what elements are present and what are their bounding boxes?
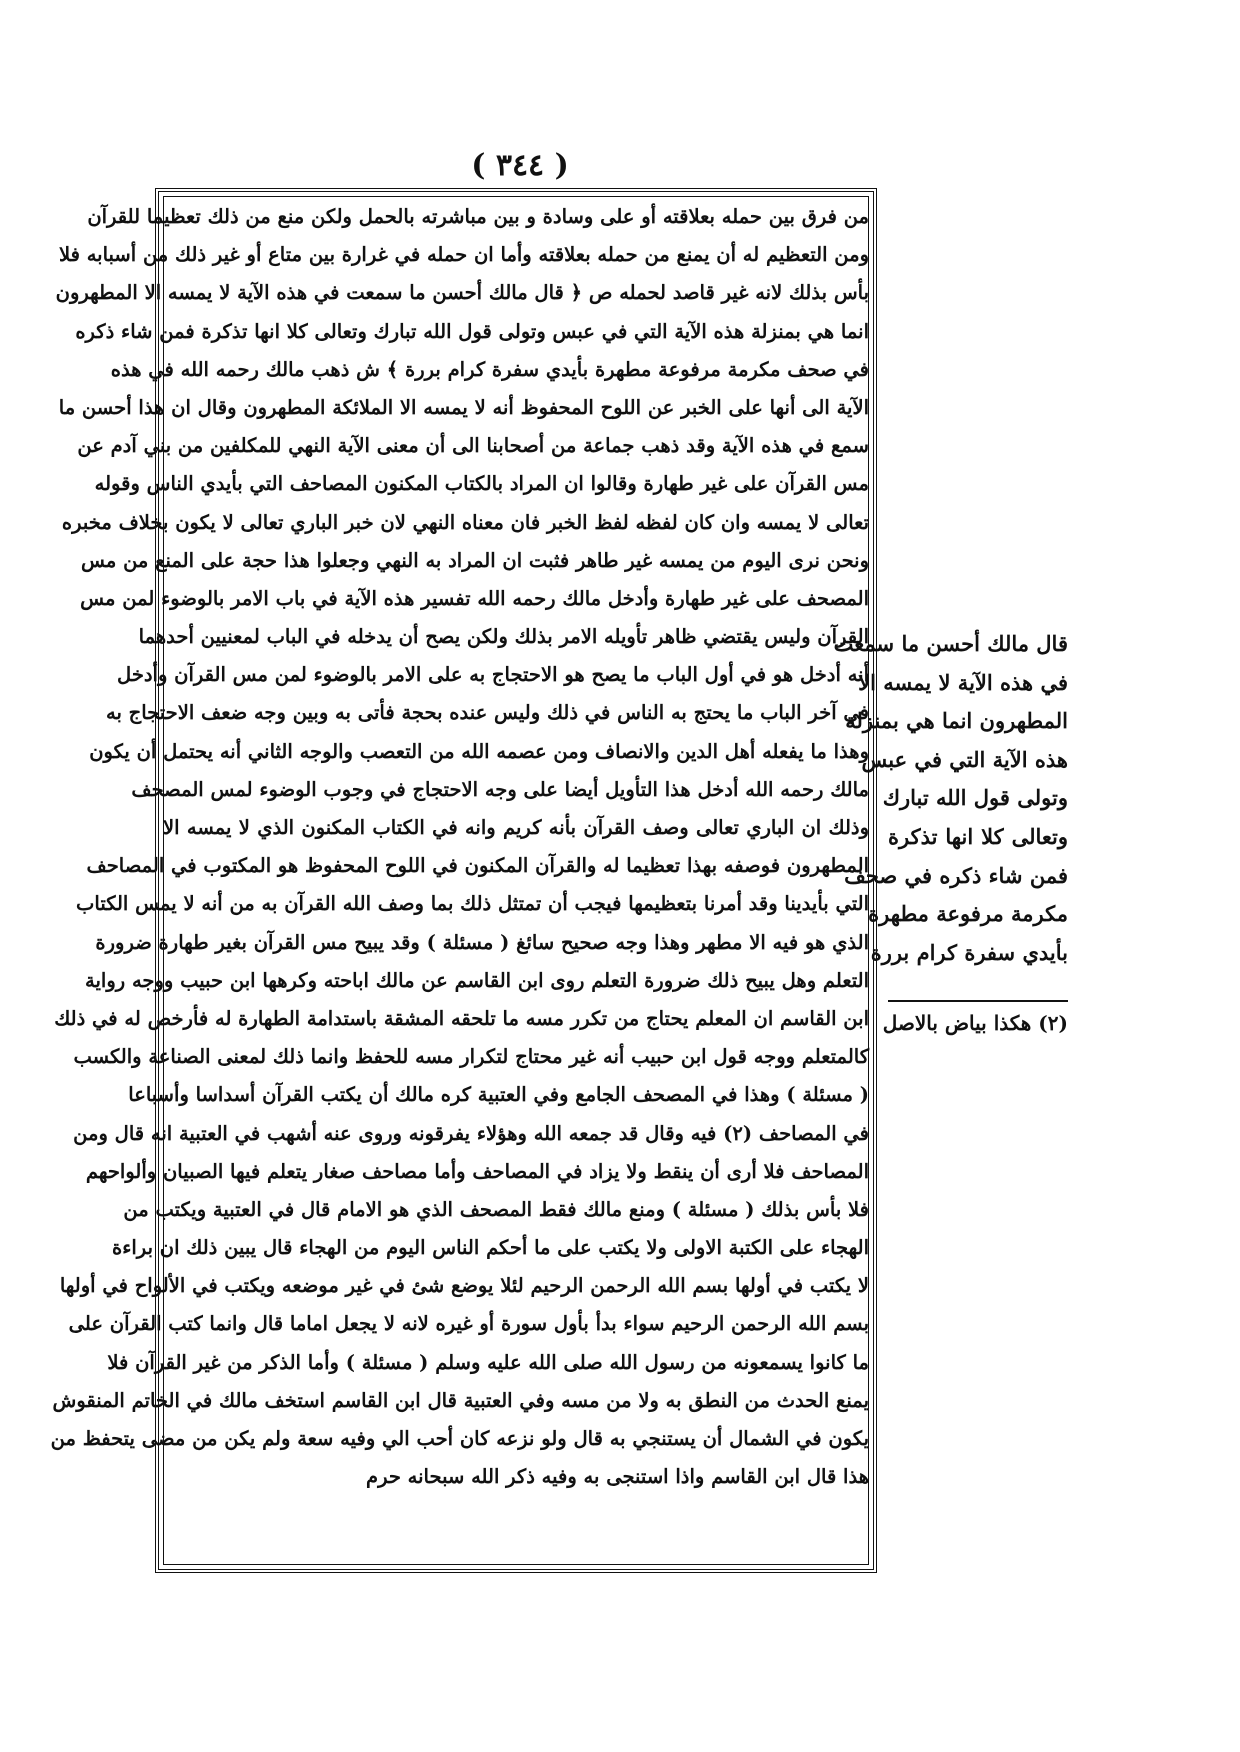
margin-note-line: وتولى قول الله تبارك bbox=[882, 785, 1068, 811]
text-line: بسم الله الرحمن الرحيم سواء بدأ بأول سورة أو غيره لانه لا يجعل اماما قال وانما كتب القرآن على bbox=[68, 1312, 869, 1336]
text-line: في المصاحف (٢) فيه وقال قد جمعه الله وهؤلاء يفرقونه وروى عنه أشهب في العتبية انه قال ومن bbox=[73, 1121, 869, 1145]
text-line: القرآن وليس يقتضي ظاهر تأويله الامر بذلك ولكن يصح أن يدخله في الباب لمعنيين أحدهما bbox=[138, 625, 869, 649]
main-text-block bbox=[50, 198, 869, 1496]
text-line: ما كانوا يسمعونه من رسول الله صلى الله عليه وسلم ( مسئلة ) وأما الذكر من غير القرآن فلا bbox=[107, 1350, 869, 1374]
text-line: سمع في هذه الآية وقد ذهب جماعة من أصحابنا الى أن معنى الآية النهي للمكلفين من بني آدم عن bbox=[77, 434, 869, 458]
margin-note-line: هذه الآية التي في عبس bbox=[861, 746, 1068, 772]
margin-note-line: فمن شاء ذكره في صحف bbox=[844, 862, 1068, 888]
margin-note-line: بأيدي سفرة كرام بررة bbox=[870, 939, 1068, 965]
text-line: في صحف مكرمة مرفوعة مطهرة بأيدي سفرة كرام بررة ﴾ ش ذهب مالك رحمه الله في هذه bbox=[110, 357, 869, 381]
text-line: ( مسئلة ) وهذا في المصحف الجامع وفي العتبية كره مالك أن يكتب القرآن أسداسا وأسباعا bbox=[128, 1083, 869, 1107]
text-line: الذي هو فيه الا مطهر وهذا وجه صحيح سائغ ( مسئلة ) وقد يبيح مس القرآن بغير طهارة ضرورة bbox=[95, 930, 869, 954]
text-line: ونحن نرى اليوم من يمسه غير طاهر فثبت ان المراد به النهي وجعلوا هذا حجة على المنع من مس bbox=[80, 548, 869, 572]
margin-note-line: في هذه الآية لا يمسه الا bbox=[858, 669, 1068, 695]
text-line: هذا قال ابن القاسم واذا استنجى به وفيه ذكر الله سبحانه حرم bbox=[366, 1465, 869, 1489]
text-line: مس القرآن على غير طهارة وقالوا ان المراد بالكتاب المكنون المصاحف التي بأيدي الناس وقوله bbox=[94, 472, 869, 496]
text-line: أنه أدخل هو في أول الباب ما يصح هو الاحتجاج به على الامر بالوضوء لمن مس القرآن وأدخل bbox=[117, 663, 869, 687]
text-line: مالك رحمه الله أدخل هذا التأويل أيضا على وجه الاحتجاج في وجوب الوضوء لمس المصحف bbox=[131, 777, 869, 801]
text-line: بأس بذلك لانه غير قاصد لحمله ص ﴿ قال مالك أحسن ما سمعت في هذه الآية لا يمسه الا المطهرون bbox=[55, 281, 869, 305]
text-line: الآية الى أنها على الخبر عن اللوح المحفوظ أنه لا يمسه الا الملائكة المطهرون وقال ان هذا أحسن ما bbox=[58, 395, 869, 419]
text-line: في آخر الباب ما يحتج به الناس في ذلك وليس عنده بحجة فأتى به وبين وجه ضعف الاحتجاج به bbox=[105, 701, 869, 725]
text-line: فلا بأس بذلك ( مسئلة ) ومنع مالك فقط المصحف الذي هو الامام قال في العتبية ويكتب من bbox=[123, 1197, 869, 1221]
text-line: كالمتعلم ووجه قول ابن حبيب أنه غير محتاج لتكرار مسه للحفظ وانما ذلك لمعنى الصناعة والكسب bbox=[73, 1045, 869, 1069]
text-line: وهذا ما يفعله أهل الدين والانصاف ومن عصمه الله من التعصب والوجه الثاني أنه يحتمل أن يكون bbox=[89, 739, 869, 763]
footnote: (٢) هكذا بياض بالاصل bbox=[882, 1011, 1068, 1035]
margin-note-line: المطهرون انما هي بمنزلة bbox=[845, 708, 1068, 734]
text-line: التي بأيدينا وقد أمرنا بتعظيمها فيجب أن تمتثل ذلك بما وصف الله القرآن به من أنه لا يمس الكتاب bbox=[76, 892, 869, 916]
text-line: المصاحف فلا أرى أن ينقط ولا يزاد في المصاحف وأما مصاحف صغار يتعلم فيها الصبيان وألواحهم bbox=[85, 1159, 869, 1183]
text-line: وذلك ان الباري تعالى وصف القرآن بأنه كريم وانه في الكتاب المكنون الذي لا يمسه الا bbox=[163, 816, 869, 839]
text-line: ابن القاسم ان المعلم يحتاج من تكرر مسه ما تلحقه المشقة باستدامة الطهارة له فأرخص له في ذلك bbox=[54, 1006, 869, 1030]
margin-note-line: قال مالك أحسن ما سمعت bbox=[833, 631, 1068, 656]
page-number: ( ٣٤٤ ) bbox=[471, 148, 569, 183]
text-line: التعلم وهل يبيح ذلك ضرورة التعلم روى ابن القاسم عن مالك اباحته وكرهها ابن حبيب ووجه رواية bbox=[85, 968, 869, 992]
text-line: يكون في الشمال أن يستنجي به قال ولو نزعه كان أحب الي وفيه سعة ولم يكن من مضى يتحفظ من bbox=[50, 1427, 869, 1450]
text-line: لا يكتب في أولها بسم الله الرحمن الرحيم لئلا يوضع شئ في غير موضعه ويكتب في الألواح في أولها bbox=[59, 1274, 869, 1298]
margin-note-line: وتعالى كلا انها تذكرة bbox=[888, 823, 1068, 849]
text-line: ومن التعظيم له أن يمنع من حمله بعلاقته وأما ان حمله في غرارة بين متاع أو غير ذلك من أسبابه فلا bbox=[58, 243, 869, 267]
margin-note bbox=[833, 625, 1068, 972]
text-line: انما هي بمنزلة هذه الآية التي في عبس وتولى قول الله تبارك وتعالى كلا انها تذكرة فمن شاء ذكره bbox=[75, 319, 869, 343]
margin-note-line: مكرمة مرفوعة مطهرة bbox=[868, 901, 1068, 927]
footnote-divider bbox=[888, 1000, 1068, 1002]
text-line: يمنع الحدث من النطق به ولا من مسه وفي العتبية قال ابن القاسم استخف مالك في الخاتم المنقوش bbox=[52, 1388, 869, 1412]
text-line: المصحف على غير طهارة وأدخل مالك رحمه الله تفسير هذه الآية في باب الامر بالوضوء لمن مس bbox=[80, 586, 869, 610]
text-line: من فرق بين حمله بعلاقته أو على وسادة و بين مباشرته بالحمل ولكن منع من ذلك تعظيما للقرآن bbox=[87, 205, 869, 228]
text-line: تعالى لا يمسه وان كان لفظه لفظ الخبر فان معناه النهي لان خبر الباري تعالى لا يكون بخلاف مخبره bbox=[61, 510, 869, 534]
text-line: الهجاء على الكتبة الاولى ولا يكتب على ما أحكم الناس اليوم من الهجاء قال يبين ذلك ان براءة bbox=[112, 1236, 869, 1260]
text-line: المطهرون فوصفه بهذا تعظيما له والقرآن المكنون في اللوح المحفوظ هو المكتوب في المصاحف bbox=[86, 854, 869, 878]
